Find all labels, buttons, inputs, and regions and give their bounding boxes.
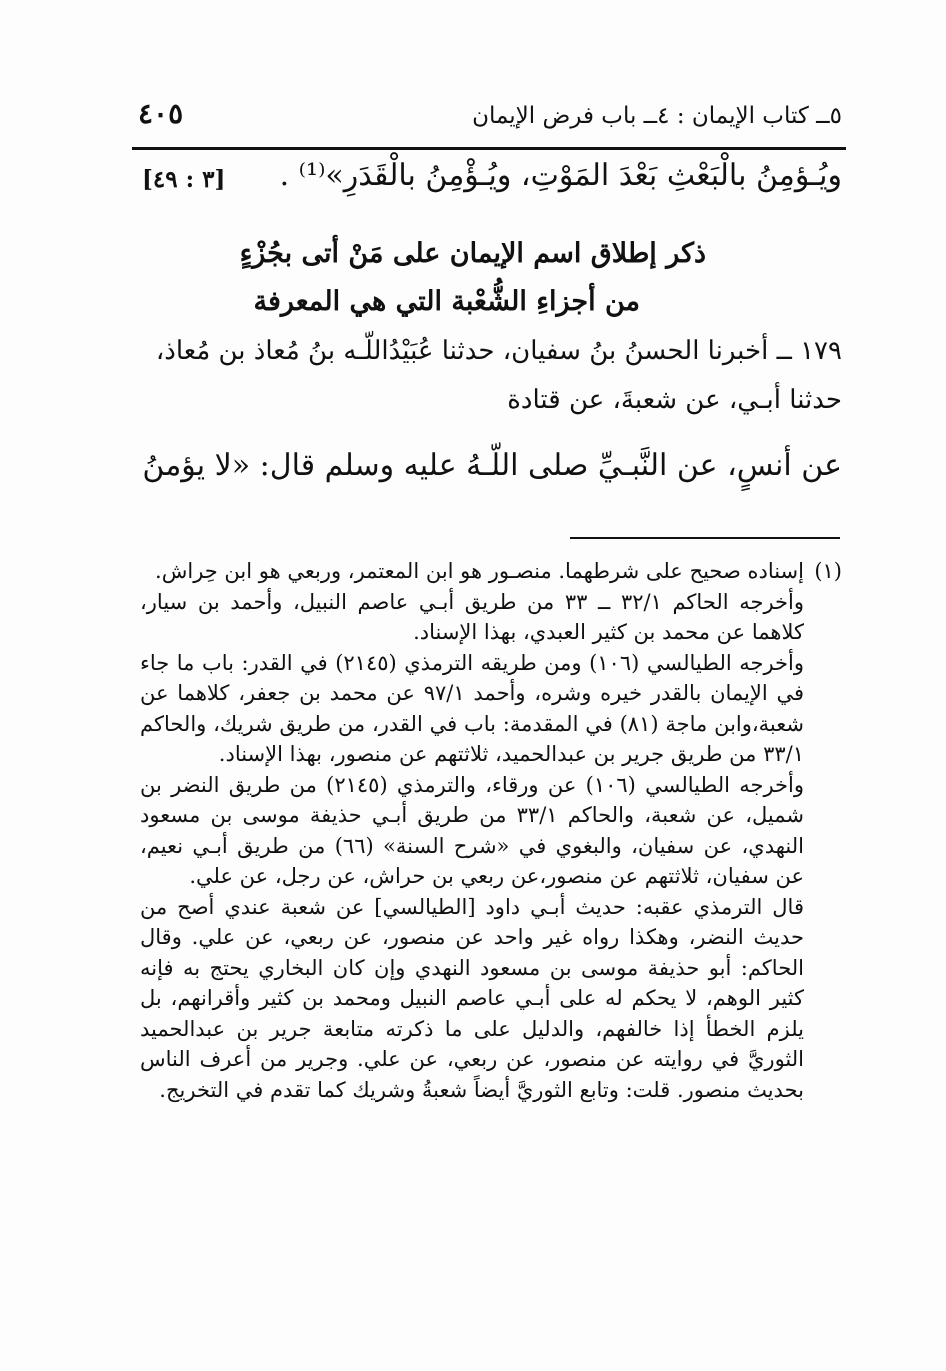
footnote-rule — [570, 537, 840, 539]
section-heading-line-1: ذكر إطلاق اسم الإيمان على مَنْ أتى بجُزْءٍ — [239, 238, 706, 269]
footnote-paragraph-1 — [140, 556, 842, 587]
verse-reference: [٣ : ٤٩] — [142, 166, 226, 193]
verse-text: ويُـؤمِنُ بالْبَعْثِ بَعْدَ المَوْتِ، ويُـؤْمِنُ بالْقَدَرِ»⁽¹⁾ . — [279, 158, 842, 193]
footnote-text-1: إسناده صحيح على شرطهما. منصـور هو ابن المعتمر، وربعي هو ابن حِراش. — [155, 559, 804, 583]
running-head: ٥ــ كتاب الإيمان : ٤ــ باب فرض الإيمان — [472, 103, 842, 129]
footnote-paragraph-3: وأخرجه الطيالسي (١٠٦) ومن طريقه الترمذي (٢١٤٥) في القدر: باب ما جاء في الإيمان بالقدر خيره وشره، وأحمد ٩٧/١ عن محمد بن جعفر، كلاهما عن شعبة،وابن ماجة (٨١) في المقدمة: باب في القدر، من طريق شريك، والحاكم ٣٣/١ من طريق جرير بن عبدالحميد، ثلاثتهم عن منصور، بهذا الإسناد. — [140, 650, 804, 766]
footnote-paragraph-2: وأخرجه الحاكم ٣٢/١ ــ ٣٣ من طريق أبـي عاصم النبيل، وأحمد بن سيار، كلاهما عن محمد بن كثير العبدي، بهذا الإسناد. — [140, 589, 804, 644]
footnote-paragraph-5: قال الترمذي عقبه: حديث أبـي داود [الطيالسي] عن شعبة عندي أصح من حديث النضر، وهكذا رواه غير واحد عن منصور، عن ربعي، عن علي. وقال الحاكم: أبو حذيفة موسى بن مسعود النهدي وإن كان البخاري يحتج به فإنه كثير الوهم، لا يحكم له على أبـي عاصم النبيل ومحمد بن كثير وأقرانهم، بل يلزم الخطأ إذا خالفهم، والدليل على ما ذكرته متابعة جرير بن عبدالحميد الثوريَّ في روايته عن منصور، عن ربعي، عن علي. وجرير من أعرف الناس بحديث منصور. قلت: وتابع الثوريَّ أيضاً شعبةُ وشريك كما تقدم في التخريج. — [140, 894, 804, 1102]
header-rule — [132, 147, 846, 150]
page-number: ٤٠٥ — [138, 97, 184, 130]
footnote-paragraph-4: وأخرجه الطيالسي (١٠٦) عن ورقاء، والترمذي (٢١٤٥) من طريق النضر بن شميل، عن شعبة، والحاكم ٣٣/١ من طريق أبـي حذيفة موسى بن مسعود النهدي، عن سفيان، والبغوي في «شرح السنة» (٦٦) من طريق أبـي نعيم، عن سفيان، ثلاثتهم عن منصور،عن ربعي بن حراش، عن رجل، عن علي. — [140, 772, 804, 888]
hadith-line-1: ١٧٩ ــ أخبرنا الحسنُ بنُ سفيان، حدثنا عُبَيْدُاللّـه بنُ مُعاذ بن مُعاذ، — [155, 336, 842, 366]
hadith-line-2: حدثنا أبـي، عن شعبةَ، عن قتادة — [507, 385, 842, 415]
hadith-line-3: عن أنسٍ، عن النَّبـيِّ صلى اللّـهُ عليه وسلم قال: «لا يؤمنُ — [142, 448, 842, 483]
footnote-number: (١) — [814, 559, 842, 583]
section-heading-line-2: من أجزاءِ الشُّعْبة التي هي المعرفة — [253, 286, 640, 317]
footnote — [140, 556, 842, 1105]
